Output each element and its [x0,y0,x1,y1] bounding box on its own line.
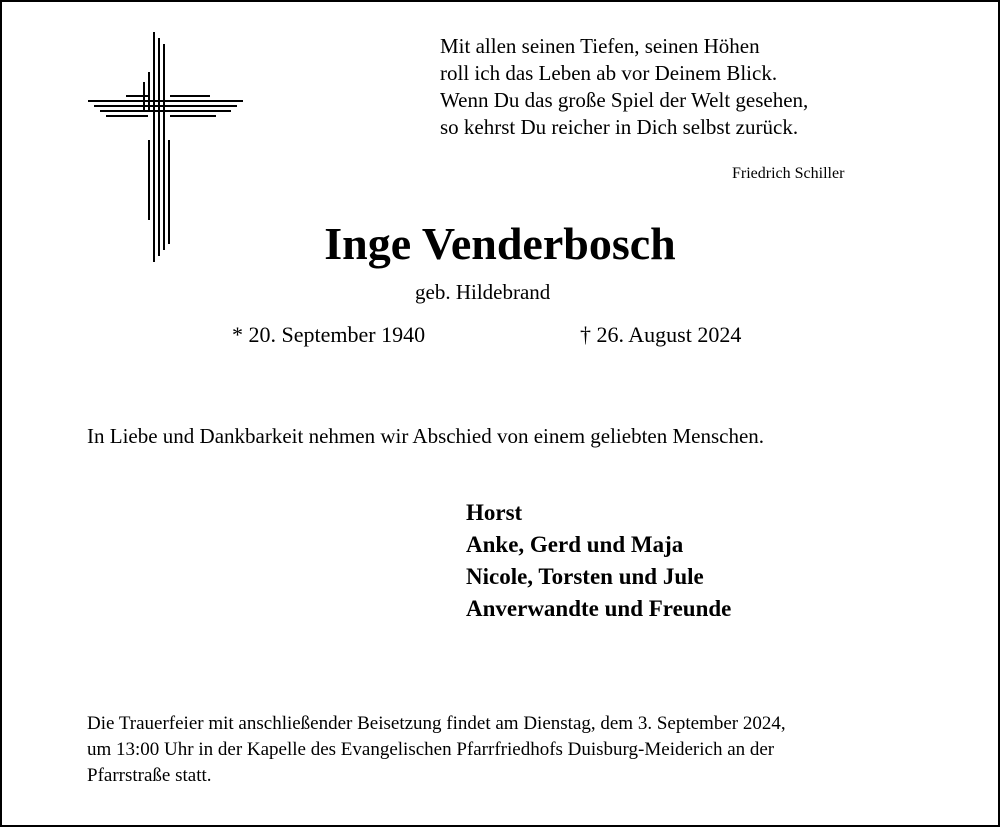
mourner: Horst [466,500,523,525]
poem-line: so kehrst Du reicher in Dich selbst zurück. [440,115,799,139]
poem-line: roll ich das Leben ab vor Deinem Blick. [440,61,778,85]
birth-name: geb. Hildebrand [415,280,551,304]
service-info [87,711,987,789]
mourner: Nicole, Torsten und Jule [466,564,704,589]
poem-author: Friedrich Schiller [732,165,845,182]
service-line: um 13:00 Uhr in der Kapelle des Evangelischen Pfarrfriedhofs Duisburg-Meiderich an der [87,739,775,760]
deceased-name: Inge Venderbosch [324,218,676,269]
farewell-message: In Liebe und Dankbarkeit nehmen wir Abschied von einem geliebten Menschen. [87,424,765,448]
poem [440,33,808,141]
poem-line: Wenn Du das große Spiel der Welt gesehen, [440,88,809,112]
service-line: Die Trauerfeier mit anschließender Beisetzung findet am Dienstag, dem 3. September 2024, [87,713,786,734]
mourner: Anke, Gerd und Maja [466,532,684,557]
death-date: † 26. August 2024 [580,322,742,347]
service-line: Pfarrstraße statt. [87,765,212,786]
poem-line: Mit allen seinen Tiefen, seinen Höhen [440,34,760,58]
birth-date: * 20. September 1940 [232,322,426,347]
mourner: Anverwandte und Freunde [466,596,732,621]
mourners-list [466,497,731,625]
